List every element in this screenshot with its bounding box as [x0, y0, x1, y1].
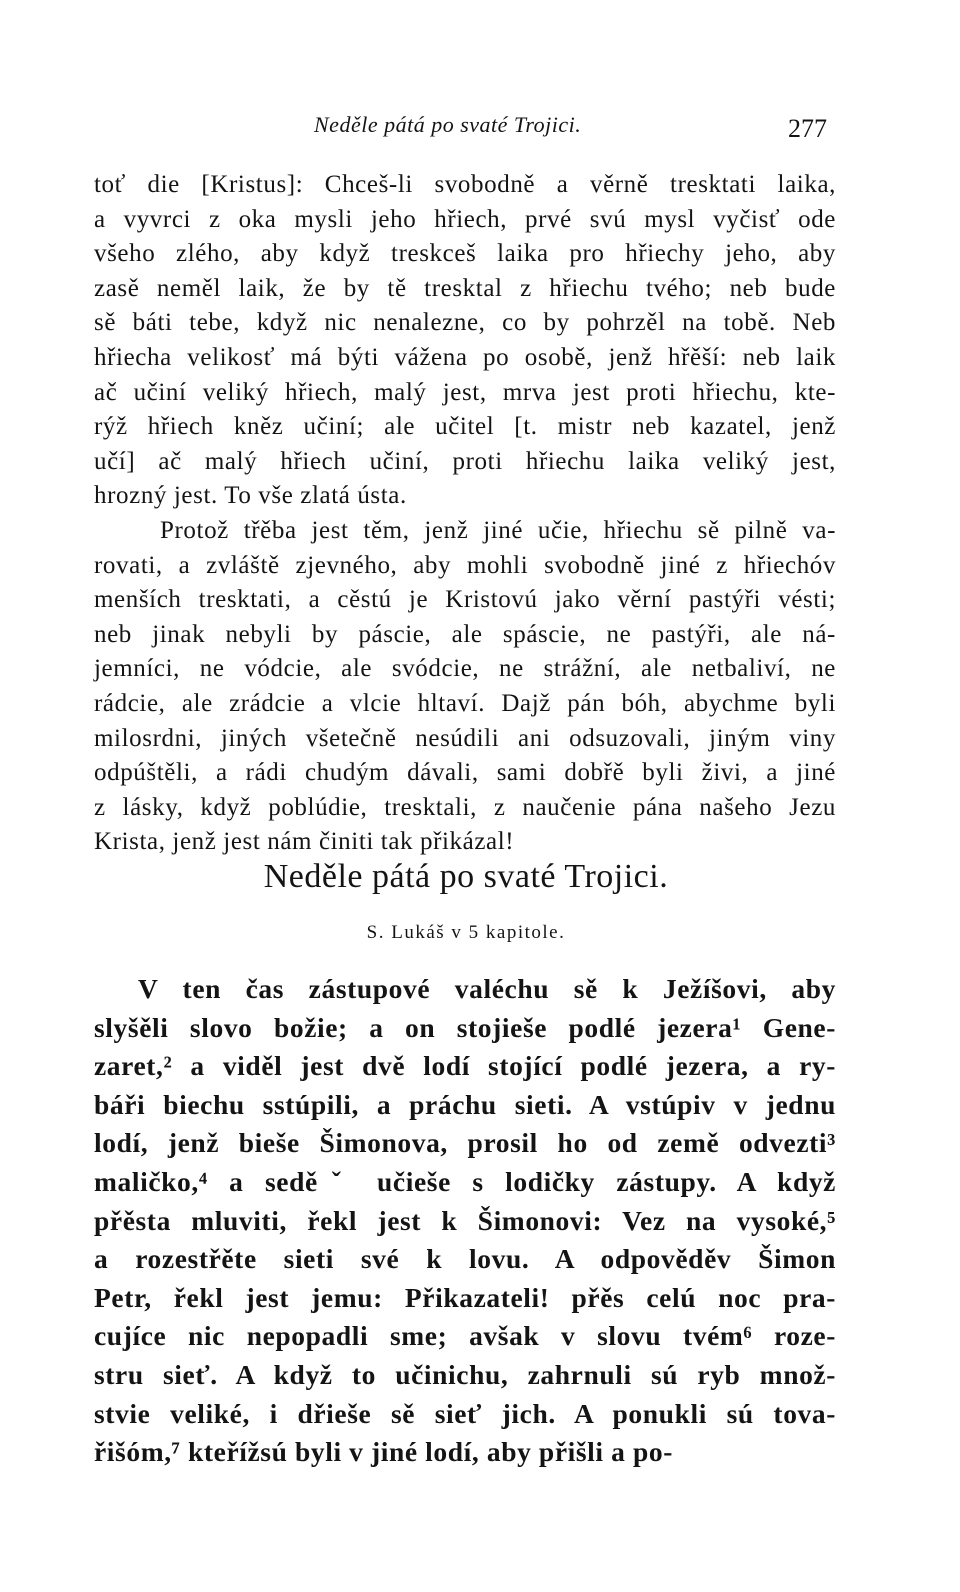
text-line: toť die [Kristus]: Chceš-li svobodně a věrně tresktati laika,: [94, 171, 836, 198]
text-line: milosrdni, jiných všetečně nesúdili ani odsuzovali, jiným viny: [94, 724, 836, 752]
text-line: z lásky, když poblúdie, tresktali, z naučenie pána našeho Jezu: [94, 793, 836, 821]
text-line: jemníci, ne vódcie, ale svódcie, ne strážní, ale netbaliví, ne: [94, 655, 836, 683]
page-number: 277: [788, 114, 827, 143]
section-subtitle: S. Lukáš v 5 kapitole.: [366, 922, 566, 943]
gospel-line: přěsta mluviti, řekl jest k Šimonovi: Vez na vysoké,⁵: [94, 1204, 836, 1236]
gospel-line: V ten čas zástupové valéchu sě k Ježíšovi, aby: [138, 973, 836, 1004]
text-line: hřiecha velikosť má býti vážena po osobě, jenž hřěší: neb laik: [94, 343, 836, 371]
gospel-line: cujíce nic nepopadli sme; avšak v slovu tvém⁶ roze-: [94, 1320, 836, 1352]
text-line: učí] ač malý hřiech učiní, proti hřiechu laika veliký jest,: [94, 447, 836, 475]
text-line: sě báti tebe, když nic nenalezne, co by pohrzěl na tobě. Neb: [94, 309, 836, 337]
running-head: [94, 112, 827, 146]
gospel-text: [94, 970, 836, 1472]
section-title: Neděle pátá po svaté Trojici.: [263, 858, 669, 895]
gospel-line: slyšěli slovo božie; a on stojieše podlé jezera¹ Gene-: [94, 1011, 836, 1043]
text-line: menších tresktati, a cěstú je Kristovú jako věrní pastýři vésti;: [94, 586, 836, 614]
text-line: Krista, jenž jest nám činiti tak přikázal!: [94, 828, 515, 856]
text-line: rádcie, ale zrádcie a vlcie hltaví. Dajž pán bóh, abychme byli: [94, 689, 836, 717]
text-line: všeho zlého, aby když treskceš laika pro hřiechy jeho, aby: [94, 240, 836, 268]
gospel-line: stvie veliké, i dřieše sě sieť jich. A ponukli sú tova-: [94, 1397, 836, 1429]
text-line: neb jinak nebyli by páscie, ale spáscie, ne pastýři, ale ná-: [94, 620, 836, 648]
running-head-title: Neděle pátá po svaté Trojici.: [314, 112, 582, 137]
gospel-line: zaret,² a viděl jest dvě lodí stojící podlé jezera, a ry-: [94, 1050, 836, 1082]
text-line: a vyvrci z oka mysli jeho hřiech, prvé svú mysl vyčisť ode: [94, 205, 836, 233]
text-line: ač učiní veliký hřiech, malý jest, mrva jest proti hřiechu, kte-: [94, 378, 836, 406]
gospel-line: a rozestřěte sieti své k lovu. A odpověděv Šimon: [94, 1243, 836, 1275]
text-line: rovati, a zvláště zjevného, aby mohli svobodně jiné z hřiechóv: [94, 551, 836, 579]
text-line: hrozný jest. To vše zlatá ústa.: [94, 482, 407, 510]
gospel-line: řišóm,⁷ kteřížsú byli v jiné lodí, aby přišli a po-: [94, 1436, 673, 1468]
gospel-line: báři biechu sstúpili, a práchu sieti. A vstúpiv v jednu: [94, 1088, 836, 1120]
gospel-line: Petr, řekl jest jemu: Přikazateli! přěs celú noc pra-: [94, 1281, 836, 1313]
text-line: odpúštěli, a rádi chudým dávali, sami dobřě byli živi, a jiné: [94, 759, 836, 787]
gospel-line: stru sieť. A když to učinichu, zahrnuli sú ryb množ-: [94, 1358, 836, 1390]
text-line: Protož třěba jest těm, jenž jiné učie, hřiechu sě pilně va-: [160, 516, 836, 544]
text-line: zasě neměl laik, že by tě tresktal z hřiechu tvého; neb bude: [94, 274, 836, 302]
gospel-line: lodí, jenž bieše Šimonova, prosil ho od země odvezti³: [94, 1127, 836, 1159]
gospel-line: maličko,⁴ a seděˇ učieše s lodičky zástupy. A když: [94, 1165, 836, 1197]
text-line: rýž hřiech kněz učiní; ale učitel [t. mistr neb kazatel, jenž: [94, 413, 836, 441]
body-text: [94, 168, 836, 860]
